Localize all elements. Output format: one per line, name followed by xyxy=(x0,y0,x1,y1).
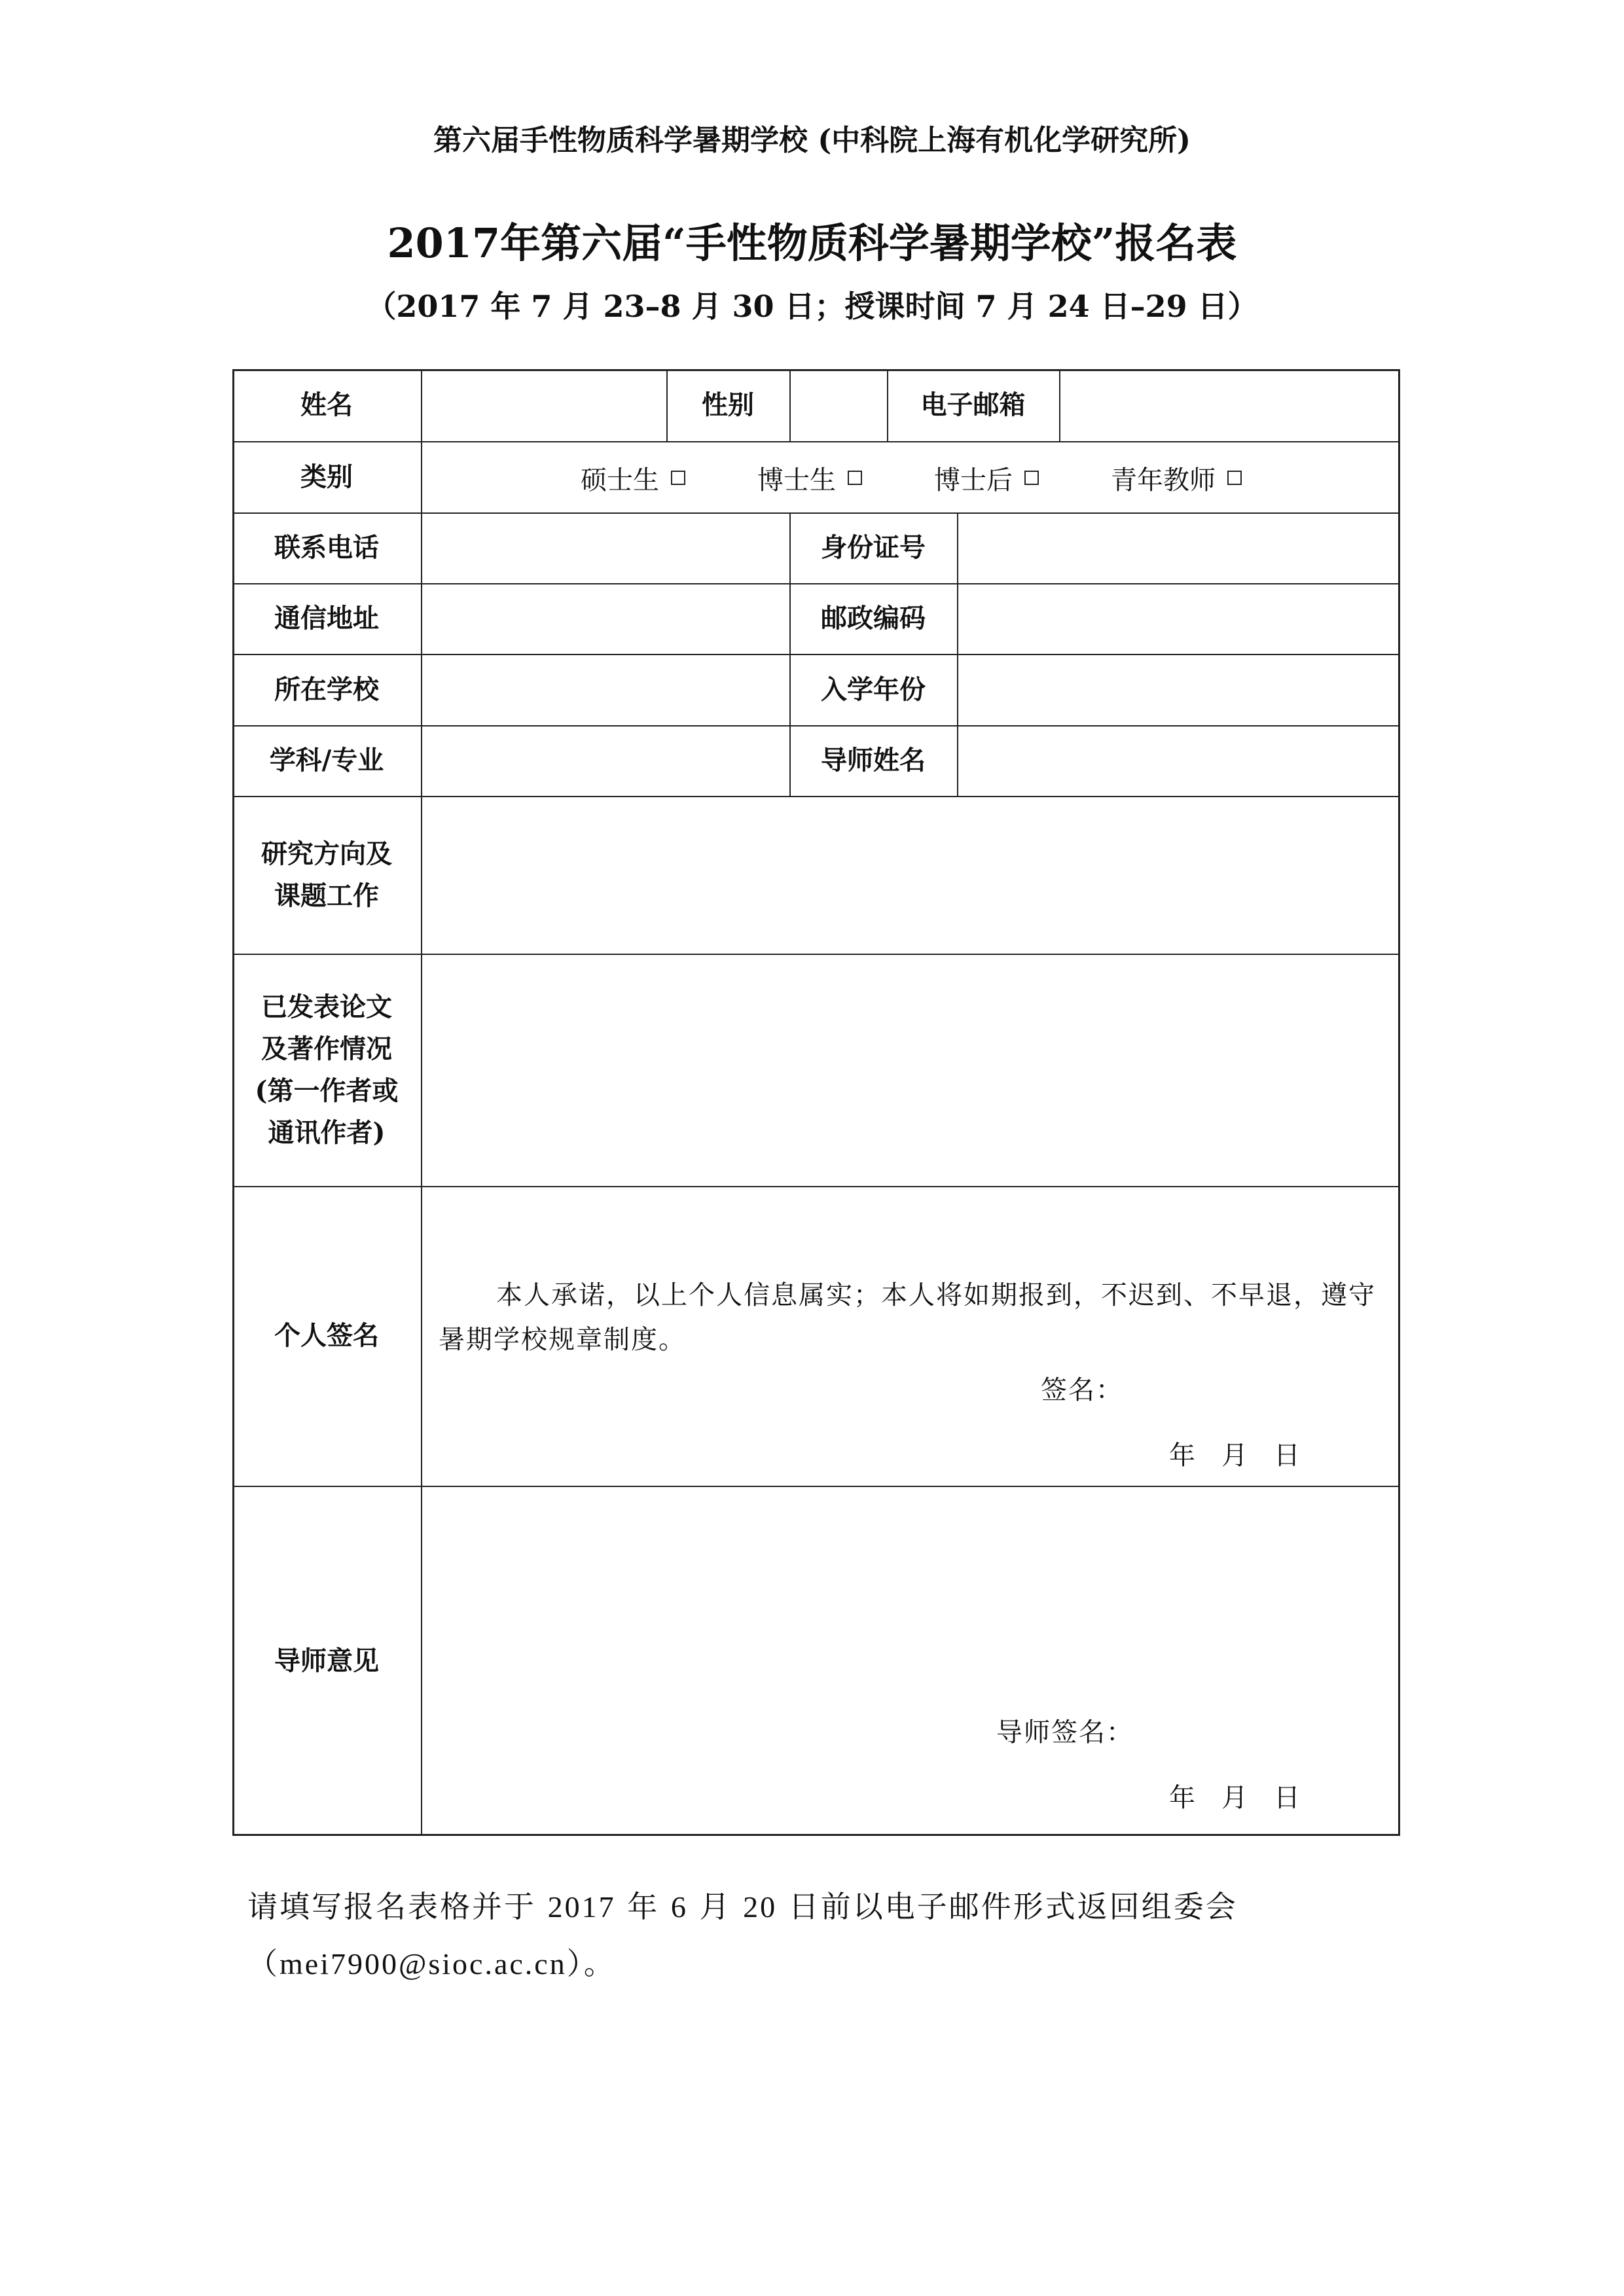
signature-field-label: 签名： xyxy=(1041,1375,1123,1405)
note-month-unit: 月 xyxy=(699,1889,732,1924)
enroll-year-input[interactable] xyxy=(958,655,1399,725)
category-options xyxy=(422,442,1400,513)
postcode-label: 邮政编码 xyxy=(821,603,926,634)
page-header: 第六届手性物质科学暑期学校 (中科院上海有机化学研究所) xyxy=(433,124,1191,157)
postcode-input[interactable] xyxy=(958,584,1399,654)
option-postdoc[interactable] xyxy=(934,459,1039,497)
publications-label-line: 及著作情况 xyxy=(261,1033,392,1064)
note-year: 2017 xyxy=(547,1890,616,1924)
checkbox-young-teacher[interactable] xyxy=(1227,471,1242,485)
publications-label-line: 已发表论文 xyxy=(261,991,392,1022)
email-label: 电子邮箱 xyxy=(920,389,1026,420)
signature-label: 个人签名 xyxy=(274,1320,379,1351)
gender-label: 性别 xyxy=(702,389,754,420)
id-number-input[interactable] xyxy=(958,514,1399,583)
option-label: 青年教师 xyxy=(1111,465,1216,495)
publications-input[interactable] xyxy=(422,955,1399,1186)
note-text: 请填写报名表格并于 xyxy=(247,1889,536,1924)
phone-input[interactable] xyxy=(422,514,789,583)
major-label: 学科/专业 xyxy=(269,745,384,776)
name-label: 姓名 xyxy=(300,389,353,420)
publications-label-line: (第一作者或 xyxy=(255,1075,399,1106)
contact-email[interactable]: （mei7900@sioc.ac.cn）。 xyxy=(247,1947,616,1981)
address-input[interactable] xyxy=(422,584,789,654)
advisor-opinion-input[interactable] xyxy=(422,1487,1399,1703)
date-day: 日 xyxy=(1274,1783,1300,1813)
advisor-date xyxy=(1169,1777,1300,1814)
pledge-text: 本人承诺，以上个人信息属实；本人将如期报到，不迟到、不早退，遵守暑期学校规章制度。 xyxy=(439,1280,1376,1355)
advisor-opinion-label: 导师意见 xyxy=(274,1645,379,1676)
advisor-signature-label: 导师签名： xyxy=(996,1717,1134,1748)
option-phd[interactable] xyxy=(757,459,862,497)
note-year-unit: 年 xyxy=(627,1889,660,1924)
note-text: 日前以电子邮件形式返回组委会 xyxy=(788,1889,1238,1924)
submission-note xyxy=(247,1878,1399,1992)
phone-label: 联系电话 xyxy=(274,532,379,563)
option-label: 博士后 xyxy=(934,465,1013,495)
research-label-line: 研究方向及 xyxy=(261,838,392,869)
advisor-name-label: 导师姓名 xyxy=(821,745,926,776)
checkbox-master[interactable] xyxy=(671,471,685,485)
address-label: 通信地址 xyxy=(274,603,379,634)
school-input[interactable] xyxy=(422,655,789,725)
note-day: 20 xyxy=(743,1890,778,1924)
enroll-year-label: 入学年份 xyxy=(821,673,926,705)
form-subtitle: （2017 年 7 月 23–8 月 30 日；授课时间 7 月 24 日–29 日） xyxy=(366,289,1258,324)
date-year: 年 xyxy=(1169,1441,1195,1471)
option-master[interactable] xyxy=(581,459,685,497)
id-number-label: 身份证号 xyxy=(821,532,926,563)
date-month: 月 xyxy=(1221,1441,1248,1471)
form-title: 2017年第六届“手性物质科学暑期学校”报名表 xyxy=(387,219,1237,267)
signature-date xyxy=(1169,1435,1300,1472)
checkbox-postdoc[interactable] xyxy=(1024,471,1039,485)
date-day: 日 xyxy=(1274,1441,1300,1471)
advisor-name-input[interactable] xyxy=(958,726,1399,796)
advisor-signature-input[interactable] xyxy=(1132,1705,1381,1744)
research-label xyxy=(232,796,421,954)
research-input[interactable] xyxy=(422,797,1399,954)
major-input[interactable] xyxy=(422,726,789,796)
date-year: 年 xyxy=(1169,1783,1195,1813)
option-label: 硕士生 xyxy=(581,465,659,495)
gender-input[interactable] xyxy=(791,370,887,441)
signature-input[interactable] xyxy=(1113,1363,1362,1402)
note-month: 6 xyxy=(670,1890,688,1924)
date-month: 月 xyxy=(1221,1783,1248,1813)
publications-label-line: 通讯作者) xyxy=(268,1117,386,1148)
name-input[interactable] xyxy=(422,370,666,441)
option-young-teacher[interactable] xyxy=(1111,459,1242,497)
publications-label xyxy=(232,954,421,1186)
category-label: 类别 xyxy=(300,461,353,492)
school-label: 所在学校 xyxy=(274,673,379,705)
checkbox-phd[interactable] xyxy=(848,471,862,485)
email-input[interactable] xyxy=(1060,370,1399,441)
research-label-line: 课题工作 xyxy=(274,880,379,911)
option-label: 博士生 xyxy=(757,465,836,495)
